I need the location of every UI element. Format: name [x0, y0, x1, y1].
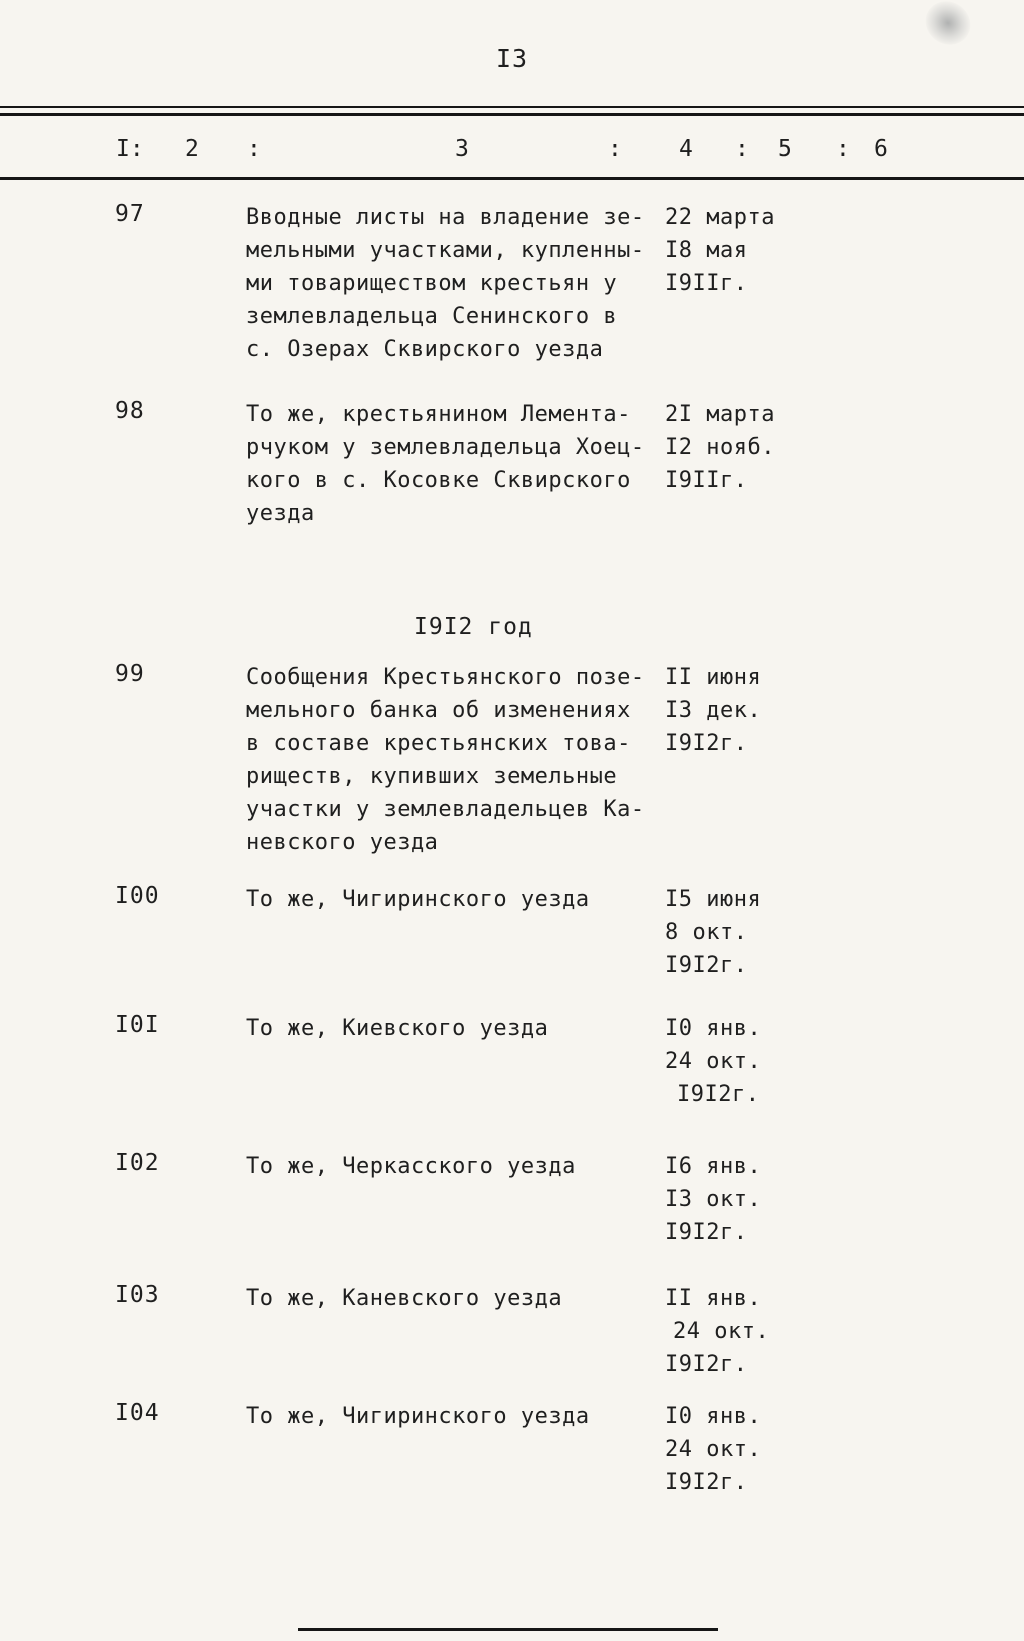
entry-date-line: 8 окт. — [665, 920, 748, 945]
entry-number: I02 — [115, 1150, 160, 1176]
column-header-1: I: — [116, 136, 144, 162]
entry-description-line: То же, Чигиринского уезда — [246, 1404, 590, 1429]
page-number: I3 — [495, 44, 529, 73]
entry-date-line: I0 янв. — [665, 1016, 762, 1041]
entry-description-line: риществ, купивших земельные — [246, 764, 618, 789]
entry-description — [246, 883, 691, 916]
entry-date-line: I0 янв. — [665, 1404, 762, 1429]
entry-date-line: I9I2г. — [665, 1352, 748, 1377]
entry-description — [246, 398, 691, 530]
entry-date-line: I9I2г. — [677, 1082, 760, 1107]
entry-description-line: То же, крестьянином Лемента- — [246, 402, 631, 427]
entry-date-line: 22 марта — [665, 205, 775, 230]
column-header-6: 6 — [874, 136, 888, 162]
column-separator: : — [836, 136, 850, 162]
entry-date-line: I3 дек. — [665, 698, 762, 723]
entry-description-line: землевладельца Сенинского в — [246, 304, 618, 329]
entry-date-line: I2 нояб. — [665, 435, 775, 460]
entry-description-line: рчуком у землевладельца Хоец- — [246, 435, 645, 460]
entry-date-line: I9I2г. — [665, 1470, 748, 1495]
entry-description — [246, 1282, 691, 1315]
entry-dates — [665, 1400, 835, 1499]
entry-description-line: в составе крестьянских това- — [246, 731, 631, 756]
entry-description-line: То же, Каневского уезда — [246, 1286, 563, 1311]
entry-date-line: 24 окт. — [665, 1049, 762, 1074]
column-separator: : — [735, 136, 749, 162]
entry-number: 99 — [115, 661, 145, 687]
entry-date-line: I8 мая — [665, 238, 748, 263]
entry-description — [246, 1150, 691, 1183]
entry-date-line: II июня — [665, 665, 762, 690]
entry-date-line: I9I2г. — [665, 1220, 748, 1245]
entry-description-line: кого в с. Косовке Сквирского — [246, 468, 631, 493]
entry-dates — [665, 1282, 835, 1381]
entry-date-line: I3 окт. — [665, 1187, 762, 1212]
column-header-3: 3 — [455, 136, 469, 162]
entry-description-line: мельного банка об изменениях — [246, 698, 631, 723]
entry-description-line: участки у землевладельцев Ка- — [246, 797, 645, 822]
entry-description-line: уезда — [246, 501, 315, 526]
top-rule-upper — [0, 106, 1024, 108]
entry-date-line: 2I марта — [665, 402, 775, 427]
entry-description-line: невского уезда — [246, 830, 439, 855]
entry-dates — [665, 883, 835, 982]
entry-date-line: 24 окт. — [665, 1437, 762, 1462]
entry-number: I04 — [115, 1400, 160, 1426]
top-rule-lower — [0, 113, 1024, 116]
entry-description — [246, 661, 691, 859]
column-header-5: 5 — [778, 136, 792, 162]
entry-number: 97 — [115, 201, 145, 227]
entry-description-line: То же, Киевского уезда — [246, 1016, 549, 1041]
entry-dates — [665, 661, 835, 760]
entry-dates — [665, 201, 835, 300]
year-section-heading: I9I2 год — [414, 614, 533, 640]
entry-description-line: с. Озерах Сквирского уезда — [246, 337, 604, 362]
entry-dates — [665, 1012, 835, 1111]
entry-number: 98 — [115, 398, 145, 424]
entry-dates — [665, 1150, 835, 1249]
entry-description-line: То же, Черкасского уезда — [246, 1154, 576, 1179]
entry-date-line: I5 июня — [665, 887, 762, 912]
entry-description — [246, 201, 691, 366]
column-separator: : — [608, 136, 622, 162]
entry-date-line: I6 янв. — [665, 1154, 762, 1179]
entry-description-line: ми товариществом крестьян у — [246, 271, 618, 296]
entry-description — [246, 1400, 691, 1433]
entry-dates — [665, 398, 835, 497]
entry-description-line: Вводные листы на владение зе- — [246, 205, 645, 230]
entry-number: I00 — [115, 883, 160, 909]
entry-description-line: То же, Чигиринского уезда — [246, 887, 590, 912]
column-header-2: 2 — [185, 136, 199, 162]
bottom-partial-rule — [298, 1628, 718, 1631]
header-bottom-rule — [0, 177, 1024, 180]
entry-date-line: 24 окт. — [673, 1319, 770, 1344]
column-separator: : — [247, 136, 261, 162]
entry-date-line: I9IIг. — [665, 271, 748, 296]
entry-description-line: Сообщения Крестьянского позе- — [246, 665, 645, 690]
entry-description-line: мельными участками, купленны- — [246, 238, 645, 263]
entry-date-line: I9IIг. — [665, 468, 748, 493]
entry-number: I03 — [115, 1282, 160, 1308]
column-header-4: 4 — [679, 136, 693, 162]
entry-number: I0I — [115, 1012, 160, 1038]
table-header-row — [0, 136, 1024, 170]
entry-date-line: II янв. — [665, 1286, 762, 1311]
entry-date-line: I9I2г. — [665, 731, 748, 756]
entry-description — [246, 1012, 691, 1045]
entry-date-line: I9I2г. — [665, 953, 748, 978]
